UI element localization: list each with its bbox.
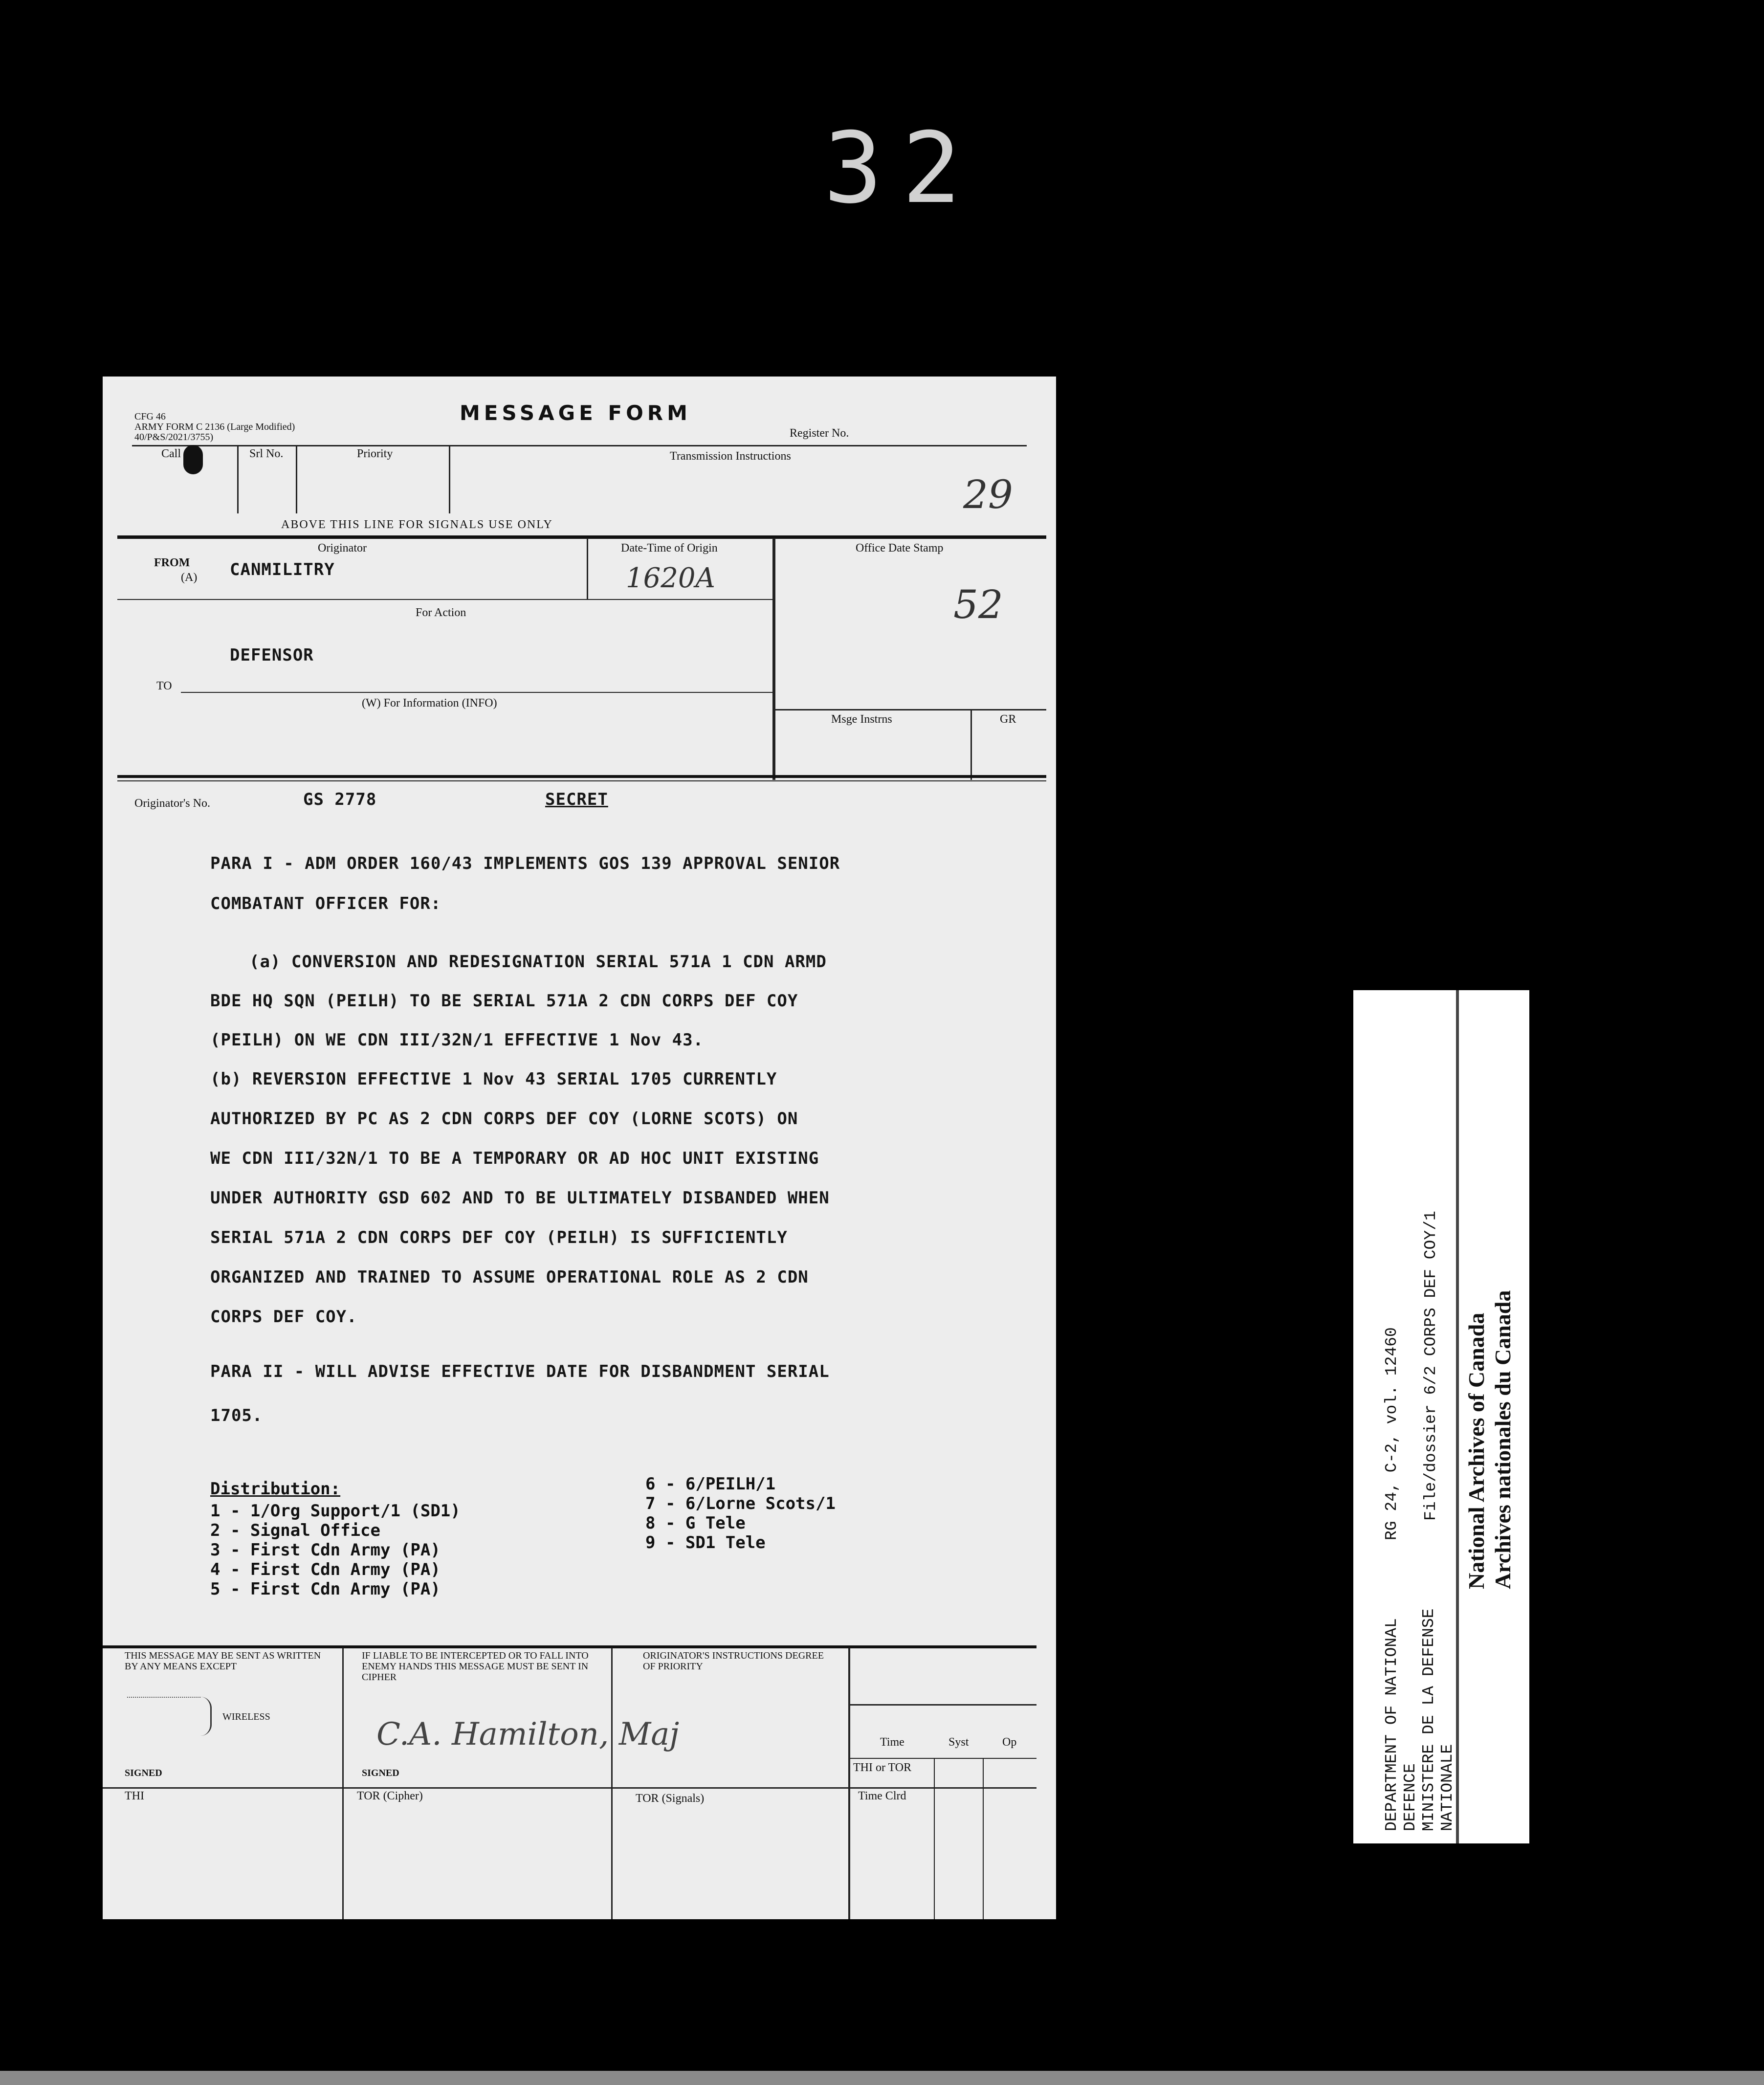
distribution-item: 7 - 6/Lorne Scots/1 bbox=[645, 1494, 836, 1513]
time-label: Time bbox=[880, 1736, 904, 1749]
subpara-a bbox=[249, 942, 827, 981]
sent-as-written-text: THIS MESSAGE MAY BE SENT AS WRITTEN BY ANY MEANS EXCEPT bbox=[125, 1650, 321, 1672]
gr-label: GR bbox=[1000, 713, 1016, 726]
time-clrd-label: Time Clrd bbox=[858, 1790, 906, 1802]
srl-no-label: Srl No. bbox=[249, 447, 284, 460]
record-group-reference bbox=[1383, 1327, 1401, 1540]
signed-label: SIGNED bbox=[125, 1768, 162, 1778]
subpara-b-line: (b) REVERSION EFFECTIVE 1 Nov 43 SERIAL 1705 CURRENTLY bbox=[210, 1069, 777, 1089]
ref-line: RG 24, C-2, vol. 12460 bbox=[1383, 1327, 1401, 1540]
subpara-b-line: WE CDN III/32N/1 TO BE A TEMPORARY OR AD HOC UNIT EXISTING bbox=[210, 1149, 819, 1168]
department-text bbox=[1383, 1609, 1457, 1831]
op-label: Op bbox=[1002, 1736, 1017, 1749]
subpara-a-cont bbox=[210, 981, 798, 1060]
distribution-heading: Distribution: bbox=[210, 1479, 341, 1499]
subpara-b-line: SERIAL 571A 2 CDN CORPS DEF COY (PEILH) IS SUFFICIENTLY bbox=[210, 1228, 788, 1247]
dept-line: DEPARTMENT OF NATIONAL bbox=[1383, 1618, 1401, 1831]
intercept-warning: IF LIABLE TO BE INTERCEPTED OR TO FALL INTO ENEMY HANDS THIS MESSAGE MUST BE SENT IN CIPHER bbox=[362, 1650, 589, 1683]
subpara-b bbox=[210, 1060, 830, 1337]
msge-instrns-label: Msge Instrns bbox=[831, 713, 892, 726]
from-value: CANMILITRY bbox=[230, 560, 335, 579]
message-body bbox=[210, 843, 840, 924]
archives-name bbox=[1463, 1290, 1516, 1589]
para-2 bbox=[210, 1350, 830, 1438]
priority-label: Priority bbox=[357, 447, 393, 460]
subpara-a-line: (PEILH) ON WE CDN III/32N/1 EFFECTIVE 1 Nov 43. bbox=[210, 1030, 704, 1050]
ink-blot bbox=[183, 445, 203, 474]
dept-line: MINISTERE DE LA DEFENSE bbox=[1420, 1608, 1438, 1831]
subpara-a-line: (a) CONVERSION AND REDESIGNATION SERIAL 571A 1 CDN ARMD bbox=[249, 952, 827, 972]
thi-or-tor-label: THI or TOR bbox=[853, 1761, 912, 1774]
handwritten-folio-number: 29 bbox=[963, 472, 1013, 517]
date-time-value: 1620A bbox=[626, 562, 715, 594]
originators-no-value: GS 2778 bbox=[303, 790, 377, 809]
distribution-item: 3 - First Cdn Army (PA) bbox=[210, 1540, 441, 1560]
wireless-label: WIRELESS bbox=[222, 1711, 270, 1722]
signed-label: SIGNED bbox=[362, 1768, 399, 1778]
form-code: ARMY FORM C 2136 (Large Modified) bbox=[134, 421, 295, 432]
para-2-line: 1705. bbox=[210, 1406, 263, 1425]
subpara-b-line: AUTHORIZED BY PC AS 2 CDN CORPS DEF COY (LORNE SCOTS) ON bbox=[210, 1109, 798, 1129]
film-edge bbox=[0, 2071, 1764, 2085]
para-1-line: COMBATANT OFFICER FOR: bbox=[210, 894, 441, 913]
form-code: 40/P&S/2021/3755) bbox=[134, 432, 214, 443]
archives-name-fr: Archives nationales du Canada bbox=[1490, 1290, 1515, 1589]
thi-label: THI bbox=[125, 1790, 144, 1802]
subpara-a-line: BDE HQ SQN (PEILH) TO BE SERIAL 571A 2 CDN CORPS DEF COY bbox=[210, 991, 798, 1011]
register-no-label: Register No. bbox=[790, 427, 849, 440]
signature: C.A. Hamilton, Maj bbox=[376, 1716, 680, 1752]
to-label: TO bbox=[156, 680, 172, 692]
distribution-item: 6 - 6/PEILH/1 bbox=[645, 1474, 776, 1494]
form-code: CFG 46 bbox=[134, 411, 166, 422]
form-codes bbox=[134, 412, 295, 443]
date-time-of-origin-label: Date-Time of Origin bbox=[621, 542, 718, 555]
subpara-b-line: UNDER AUTHORITY GSD 602 AND TO BE ULTIMATELY DISBANDED WHEN bbox=[210, 1188, 830, 1208]
for-information-label: (W) For Information (INFO) bbox=[362, 697, 497, 710]
dept-line: DEFENCE bbox=[1401, 1763, 1419, 1831]
microfilm-frame-number: 32 bbox=[823, 111, 981, 225]
for-action-label: For Action bbox=[416, 606, 466, 619]
distribution-item: 1 - 1/Org Support/1 (SD1) bbox=[210, 1501, 461, 1521]
distribution-list-left bbox=[210, 1501, 461, 1599]
syst-label: Syst bbox=[948, 1736, 969, 1749]
handwritten-side-number: 52 bbox=[953, 582, 1003, 627]
signals-use-line: ABOVE THIS LINE FOR SIGNALS USE ONLY bbox=[281, 518, 553, 531]
distribution-item: 4 - First Cdn Army (PA) bbox=[210, 1560, 441, 1579]
subpara-b-line: ORGANIZED AND TRAINED TO ASSUME OPERATIONAL ROLE AS 2 CDN bbox=[210, 1267, 809, 1287]
distribution-item: 2 - Signal Office bbox=[210, 1521, 380, 1540]
from-label: FROM bbox=[154, 556, 190, 569]
originator-label: Originator bbox=[318, 542, 367, 555]
message-form-document bbox=[103, 377, 1056, 1919]
transmission-instructions-label: Transmission Instructions bbox=[670, 450, 791, 463]
distribution-item: 5 - First Cdn Army (PA) bbox=[210, 1579, 441, 1599]
office-date-stamp-label: Office Date Stamp bbox=[856, 542, 944, 555]
call-label: Call bbox=[161, 447, 181, 460]
dept-line: NATIONALE bbox=[1438, 1744, 1456, 1831]
ref-line: File/dossier 6/2 CORPS DEF COY/1 bbox=[1422, 1211, 1440, 1521]
form-title: MESSAGE FORM bbox=[460, 401, 691, 425]
originators-instructions: ORIGINATOR'S INSTRUCTIONS DEGREE OF PRIORITY bbox=[643, 1650, 824, 1672]
file-reference bbox=[1422, 1211, 1440, 1521]
distribution-item: 9 - SD1 Tele bbox=[645, 1533, 766, 1553]
tor-signals-label: TOR (Signals) bbox=[636, 1792, 705, 1805]
archives-name-en: National Archives of Canada bbox=[1464, 1312, 1489, 1589]
classification: SECRET bbox=[545, 790, 608, 809]
originators-no-label: Originator's No. bbox=[134, 797, 210, 810]
from-a-label: (A) bbox=[181, 571, 198, 584]
archive-reference-block bbox=[1353, 990, 1459, 1843]
distribution-item: 8 - G Tele bbox=[645, 1513, 746, 1533]
to-value: DEFENSOR bbox=[230, 645, 314, 665]
archive-reference-label bbox=[1353, 990, 1529, 1843]
para-2-line: PARA II - WILL ADVISE EFFECTIVE DATE FOR DISBANDMENT SERIAL bbox=[210, 1362, 830, 1381]
para-1-line: PARA I - ADM ORDER 160/43 IMPLEMENTS GOS 139 APPROVAL SENIOR bbox=[210, 854, 840, 873]
subpara-b-line: CORPS DEF COY. bbox=[210, 1307, 357, 1327]
tor-cipher-label: TOR (Cipher) bbox=[357, 1790, 423, 1802]
distribution-list-right bbox=[645, 1474, 836, 1553]
